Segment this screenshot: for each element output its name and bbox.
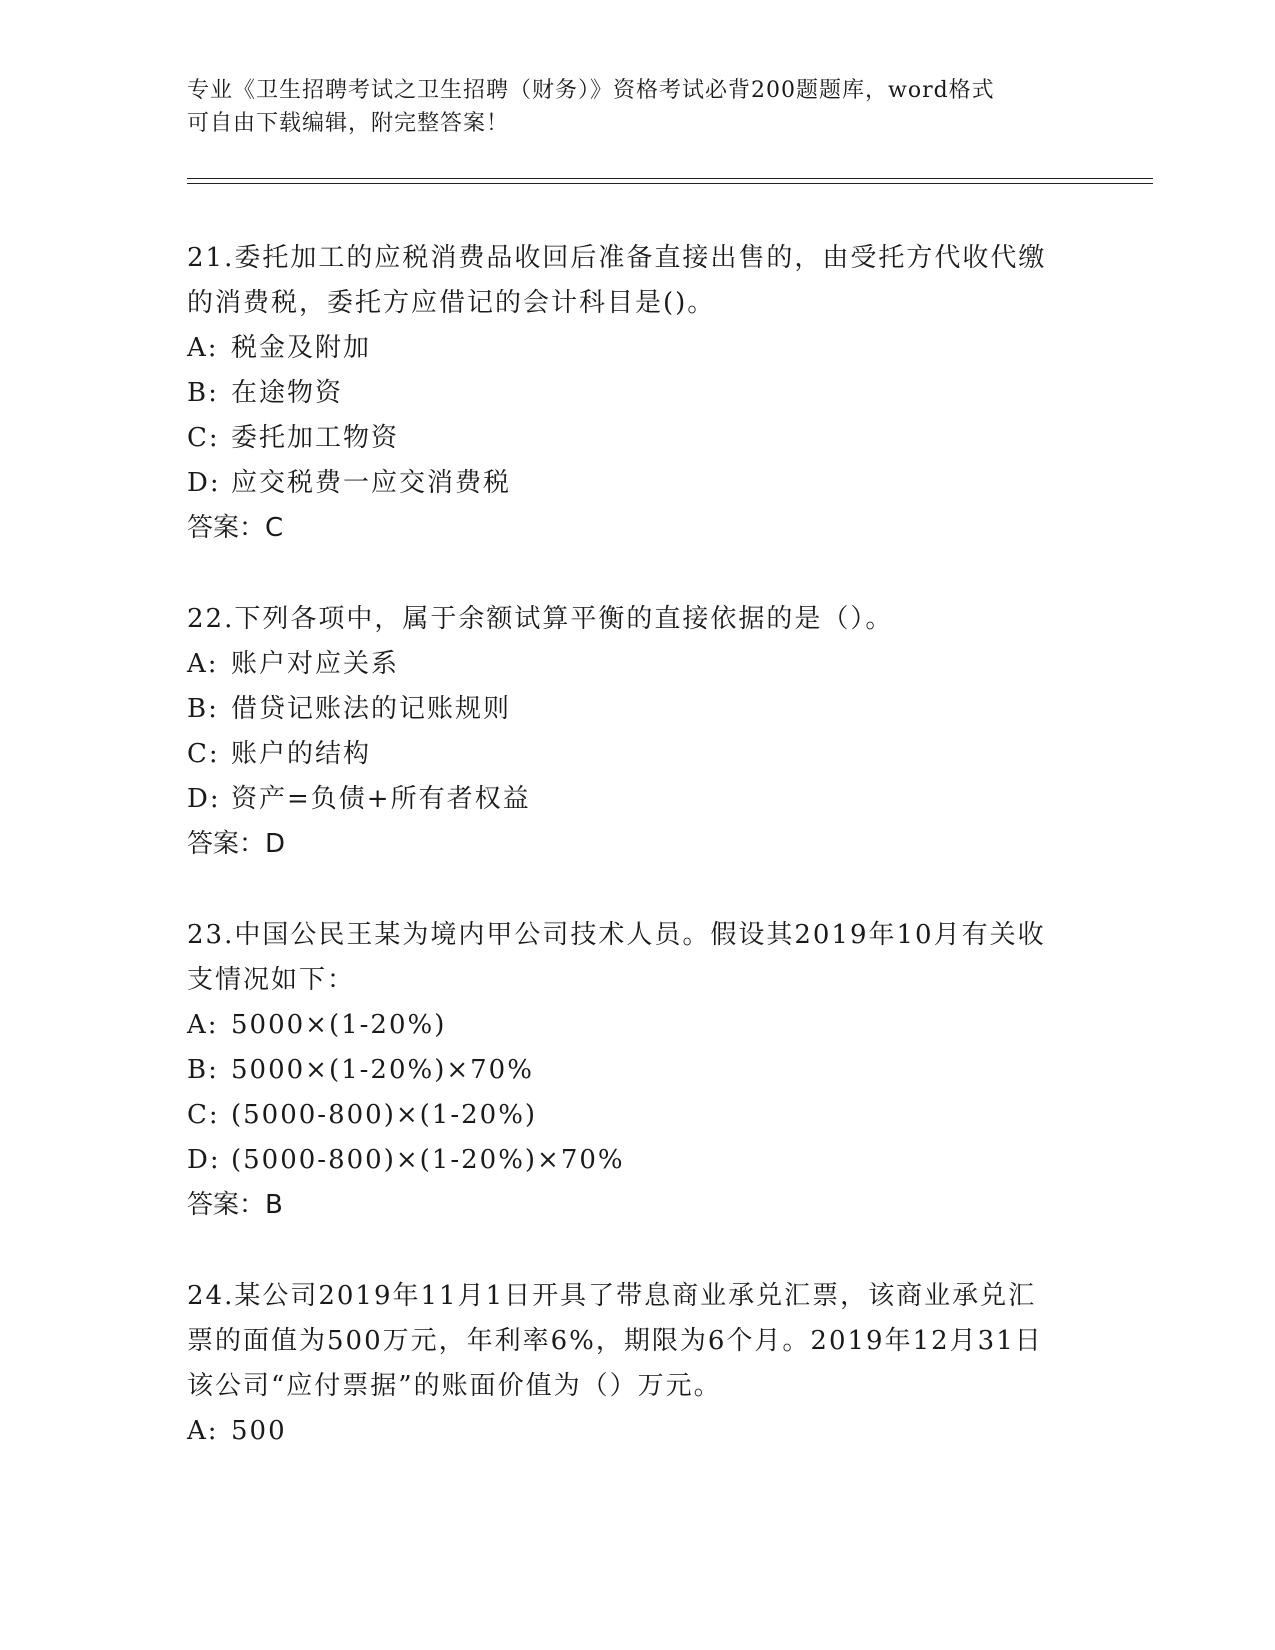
- answer-label: 答案：: [187, 829, 266, 859]
- header-line-1: 专业《卫生招聘考试之卫生招聘（财务）》资格考试必背200题题库，word格式: [187, 78, 995, 103]
- answer-option: [187, 371, 1087, 416]
- option-letter: A:: [187, 1416, 219, 1446]
- option-letter: B:: [187, 694, 219, 724]
- option-letter: D:: [187, 1145, 221, 1175]
- question-text-line: 的消费税，委托方应借记的会计科目是()。: [187, 288, 716, 318]
- option-letter: C:: [187, 739, 220, 769]
- option-text: 账户对应关系: [231, 649, 400, 679]
- question-text-line: 支情况如下：: [187, 965, 356, 995]
- header-rule-top: [187, 178, 1153, 179]
- answer-value: B: [265, 1190, 283, 1220]
- answer-option: [187, 1409, 1087, 1454]
- question-item: [187, 1274, 1087, 1454]
- option-letter: D:: [187, 468, 221, 498]
- option-text: 5000×(1-20%)×70%: [231, 1055, 534, 1085]
- option-letter: A:: [187, 333, 219, 363]
- answer-option: [187, 1138, 1087, 1183]
- question-text-line: 21.委托加工的应税消费品收回后准备直接出售的，由受托方代收代缴: [187, 243, 1047, 273]
- answer-option: [187, 777, 1087, 822]
- question-item: [187, 236, 1087, 551]
- answer-option: [187, 1003, 1087, 1048]
- question-text-line: 24.某公司2019年11月1日开具了带息商业承兑汇票，该商业承兑汇: [187, 1281, 1037, 1311]
- question-text-line: 23.中国公民王某为境内甲公司技术人员。假设其2019年10月有关收: [187, 920, 1046, 950]
- option-letter: B:: [187, 378, 219, 408]
- option-text: 税金及附加: [231, 333, 372, 363]
- option-letter: B:: [187, 1055, 219, 1085]
- answer-label: 答案：: [187, 513, 266, 543]
- option-text: 在途物资: [231, 378, 344, 408]
- answer-option: [187, 687, 1087, 732]
- question-text-line: 22.下列各项中，属于余额试算平衡的直接依据的是（）。: [187, 604, 894, 634]
- option-letter: D:: [187, 784, 221, 814]
- option-letter: C:: [187, 423, 220, 453]
- answer-option: [187, 642, 1087, 687]
- header-rule-bottom: [187, 183, 1153, 184]
- header-line-2: 可自由下载编辑，附完整答案！: [187, 111, 510, 136]
- answer-option: [187, 461, 1087, 506]
- answer-value: D: [265, 829, 286, 859]
- answer-option: [187, 1093, 1087, 1138]
- answer-line: [187, 506, 1087, 551]
- answer-option: [187, 1048, 1087, 1093]
- option-text: 5000×(1-20%): [231, 1010, 447, 1040]
- option-text: (5000-800)×(1-20%)×70%: [231, 1145, 625, 1175]
- question-text-line: 该公司“应付票据”的账面价值为（）万元。: [187, 1371, 722, 1401]
- option-text: 借贷记账法的记账规则: [231, 694, 512, 724]
- option-text: 资产=负债+所有者权益: [231, 784, 531, 814]
- option-text: (5000-800)×(1-20%): [231, 1100, 538, 1130]
- option-letter: C:: [187, 1100, 220, 1130]
- document-header: [187, 74, 1087, 140]
- question-text-line: 票的面值为500万元，年利率6%，期限为6个月。2019年12月31日: [187, 1326, 1043, 1356]
- answer-line: [187, 822, 1087, 867]
- answer-line: [187, 1183, 1087, 1228]
- question-item: [187, 913, 1087, 1228]
- option-text: 500: [231, 1416, 287, 1446]
- answer-option: [187, 326, 1087, 371]
- option-text: 应交税费一应交消费税: [231, 468, 512, 498]
- option-letter: A:: [187, 649, 219, 679]
- answer-label: 答案：: [187, 1190, 266, 1220]
- answer-value: C: [265, 513, 284, 543]
- question-list: [187, 236, 1087, 1500]
- answer-option: [187, 732, 1087, 777]
- option-text: 委托加工物资: [231, 423, 400, 453]
- option-text: 账户的结构: [231, 739, 372, 769]
- option-letter: A:: [187, 1010, 219, 1040]
- answer-option: [187, 416, 1087, 461]
- question-item: [187, 597, 1087, 867]
